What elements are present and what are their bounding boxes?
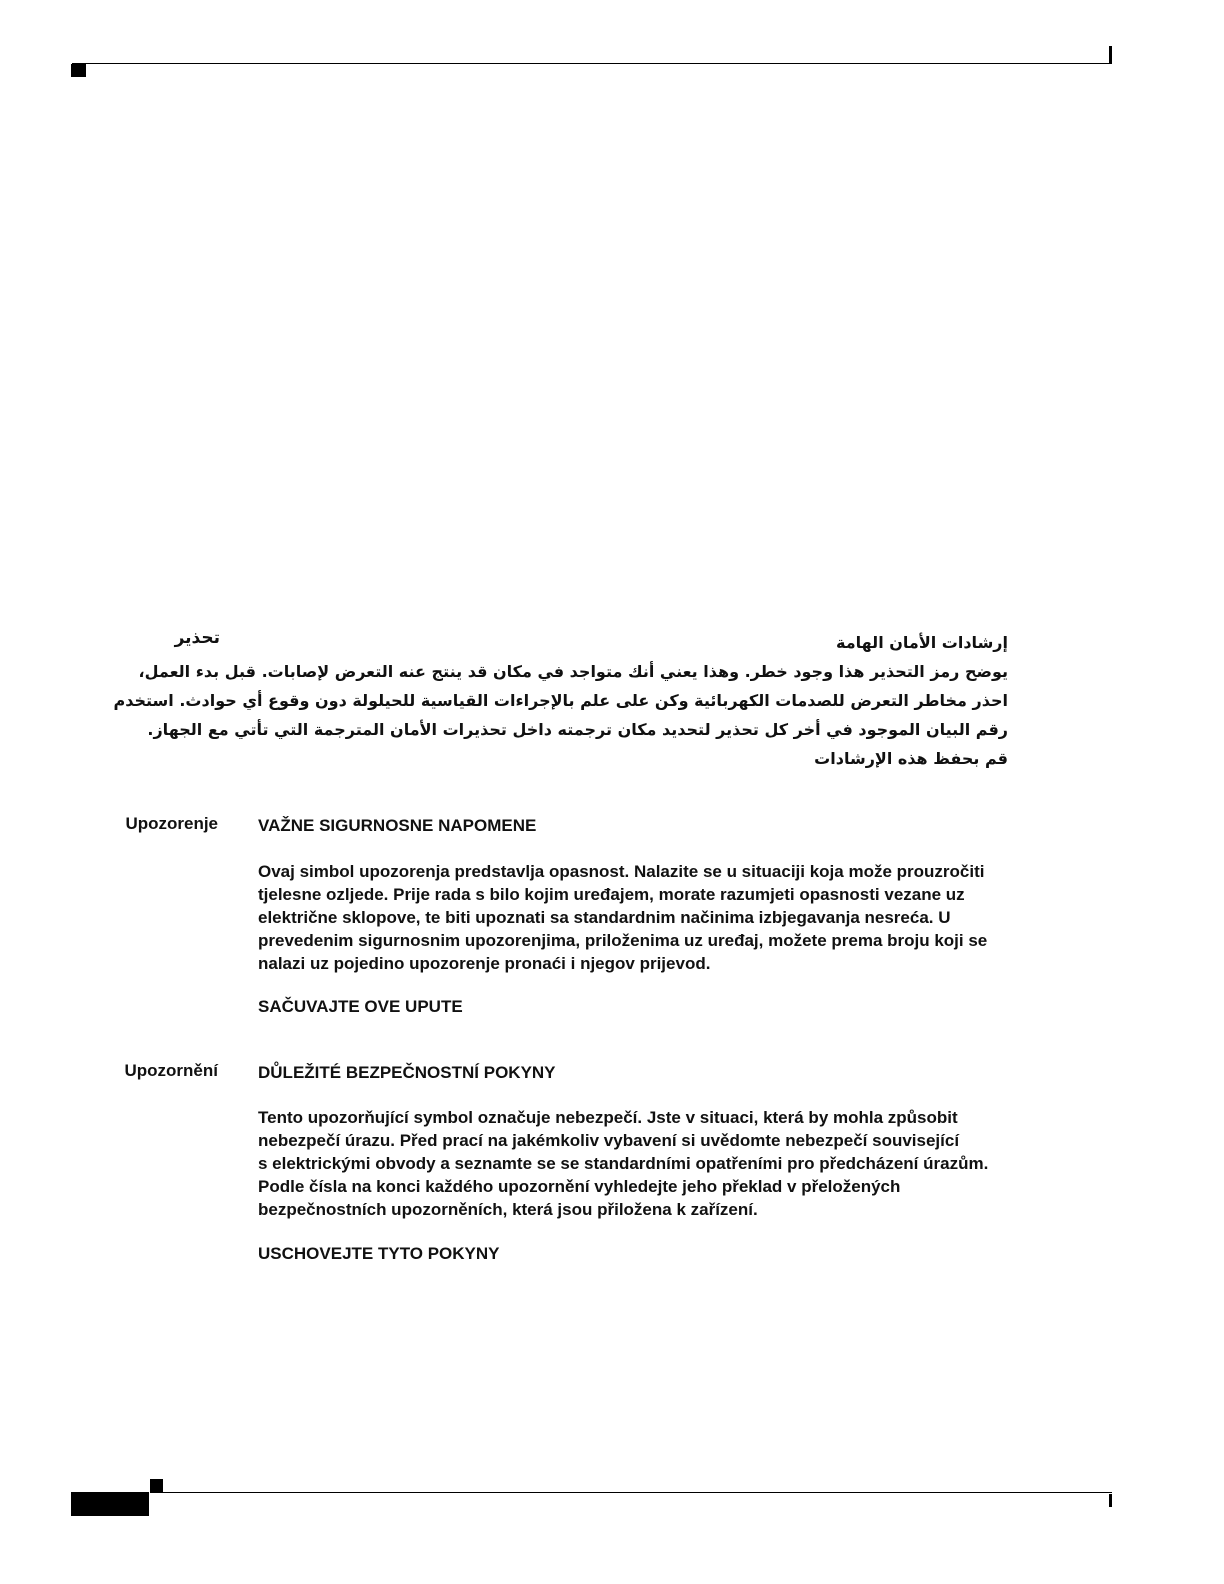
warning-line-czech: s elektrickými obvody a seznamte se se standardními opatřeními pro předcházení úrazům. (258, 1154, 989, 1173)
warning-label-croatian: Upozorenje (125, 814, 218, 833)
warning-line-croatian: prevedenim sigurnosnim upozorenjima, priloženima uz uređaj, možete prema broju koji se (258, 931, 988, 950)
warning-line-czech: nebezpečí úrazu. Před prací na jakémkoliv vybavení si uvědomte nebezpečí související (258, 1131, 960, 1150)
warning-body-czech (258, 1106, 1070, 1221)
warning-title-arabic: إرشادات الأمان الهامة (836, 633, 1008, 652)
warning-label-czech: Upozornění (124, 1061, 218, 1080)
warning-heading-croatian: VAŽNE SIGURNOSNE NAPOMENE (258, 816, 537, 835)
warning-label-arabic: تحذير (174, 628, 220, 647)
warning-line-arabic: يوضح رمز التحذير هذا وجود خطر. وهذا يعني أنك متواجد في مكان قد ينتج عنه التعرض لإصابات. قبل بدء العمل، (138, 662, 1008, 681)
warning-line-arabic: رقم البيان الموجود في أخر كل تحذير لتحديد مكان ترجمته داخل تحذيرات الأمان المترجمة التي تأتي مع الجهاز. (147, 720, 1008, 739)
warning-line-croatian: tjelesne ozljede. Prije rada s bilo kojim uređajem, morate razumjeti opasnosti vezane uz (258, 885, 965, 904)
footer-page-block (71, 1492, 149, 1516)
footer-edge-tick (1109, 1494, 1112, 1507)
warning-heading-czech: DŮLEŽITÉ BEZPEČNOSTNÍ POKYNY (258, 1063, 556, 1082)
header-corner-mark (71, 64, 86, 77)
footer-rule (150, 1492, 1112, 1493)
warning-line-czech: Tento upozorňující symbol označuje nebezpečí. Jste v situaci, která by mohla způsobit (258, 1108, 958, 1127)
warning-body-croatian (258, 860, 1070, 975)
warning-body-arabic (113, 628, 1008, 773)
header-edge-tick (1109, 46, 1112, 64)
warning-line-arabic: قم بحفظ هذه الإرشادات (814, 749, 1008, 768)
save-instructions-croatian: SAČUVAJTE OVE UPUTE (258, 997, 463, 1016)
warning-line-arabic: احذر مخاطر التعرض للصدمات الكهربائية وكن على علم بالإجراءات القياسية للحيلولة دون وقوع أي حوادث. استخدم (113, 691, 1008, 710)
warning-line-croatian: Ovaj simbol upozorenja predstavlja opasnost. Nalazite se u situaciji koja može prouzročiti (258, 862, 985, 881)
warning-line-croatian: nalazi uz pojedino upozorenje pronaći i njegov prijevod. (258, 954, 711, 973)
warning-line-czech: bezpečnostních upozorněních, která jsou přiložena k zařízení. (258, 1200, 758, 1219)
save-instructions-czech: USCHOVEJTE TYTO POKYNY (258, 1244, 500, 1263)
footer-corner-mark (150, 1479, 163, 1492)
warning-line-croatian: električne sklopove, te biti upoznati sa standardnim načinima izbjegavanja nesreća. U (258, 908, 951, 927)
header-rule (72, 63, 1112, 64)
warning-line-czech: Podle čísla na konci každého upozornění vyhledejte jeho překlad v přeložených (258, 1177, 901, 1196)
